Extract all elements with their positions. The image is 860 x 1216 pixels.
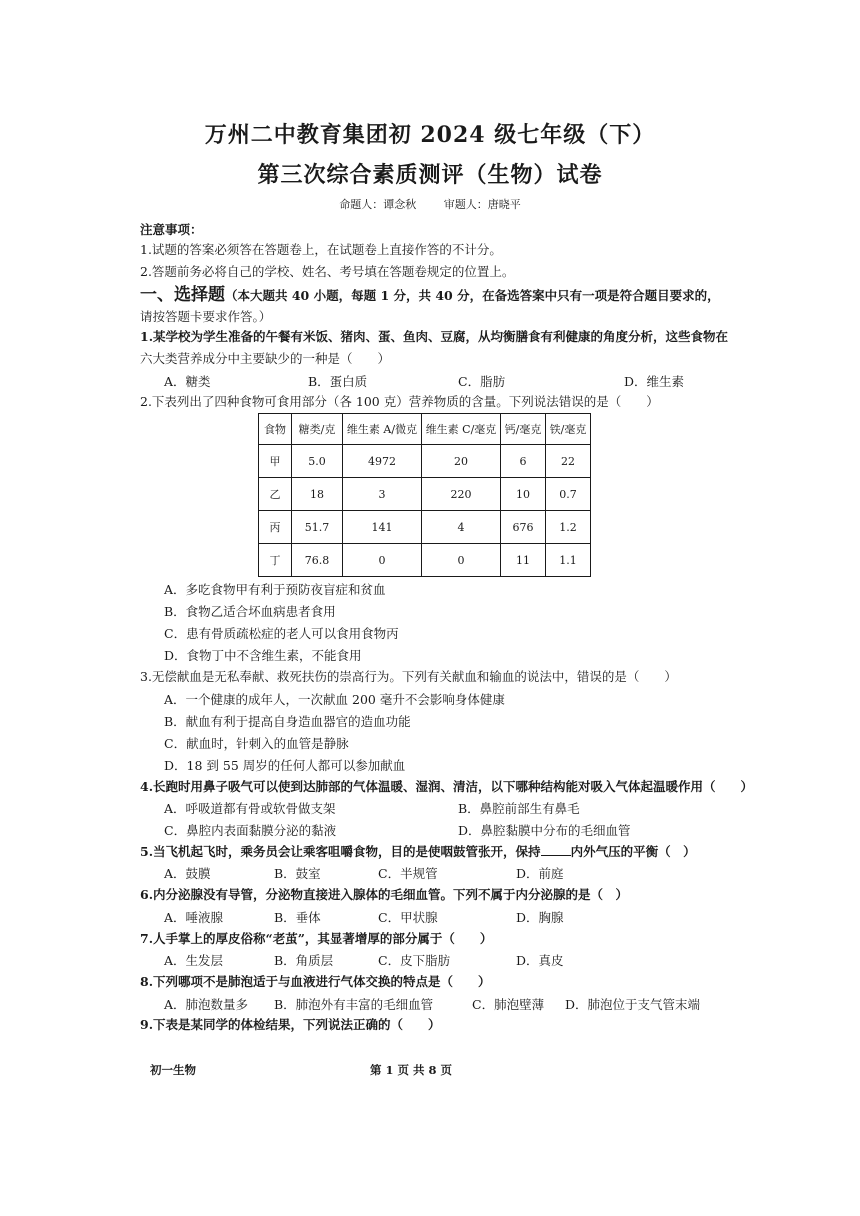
q6-option-d: D．胸腺 — [516, 910, 564, 925]
footer-page-number: 第 1 页 共 8 页 — [370, 1063, 453, 1077]
table-header-cell: 铁/毫克 — [546, 414, 591, 445]
q5-stem — [140, 842, 696, 860]
table-cell: 4 — [422, 511, 501, 544]
table-cell: 220 — [422, 478, 501, 511]
q7-option-d: D．真皮 — [516, 953, 564, 968]
table-cell: 18 — [292, 478, 343, 511]
table-cell: 3 — [343, 478, 422, 511]
table-cell: 10 — [501, 478, 546, 511]
q5-option-b: B．鼓室 — [274, 866, 321, 881]
table-header-row — [259, 414, 591, 445]
q4-option-c: C．鼻腔内表面黏膜分泌的黏液 — [164, 823, 337, 838]
author: 命题人：谭念秋 — [339, 198, 417, 211]
section1-desc-line2: 请按答题卡要求作答。） — [140, 309, 272, 324]
q7-stem: 7.人手掌上的厚皮俗称“老茧”，其显著增厚的部分属于（ ） — [140, 931, 493, 946]
q7-option-b: B．角质层 — [274, 953, 334, 968]
q5-stem-before: 5.当飞机起飞时，乘务员会让乘客咀嚼食物，目的是使咽鼓管张开，保持 — [140, 844, 541, 859]
q2-stem: 2.下表列出了四种食物可食用部分（各 100 克）营养物质的含量。下列说法错误的是（ ） — [140, 394, 659, 409]
q5-stem-after: 内外气压的平衡（ ） — [570, 844, 696, 859]
table-cell: 5.0 — [292, 445, 343, 478]
footer-subject: 初一生物 — [150, 1063, 196, 1077]
q6-option-a: A．唾液腺 — [164, 910, 224, 925]
q6-option-c: C．甲状腺 — [378, 910, 438, 925]
q1-stem-line1: 1.某学校为学生准备的午餐有米饭、猪肉、蛋、鱼肉、豆腐，从均衡膳食有利健康的角度分析，这些食物在 — [140, 329, 729, 344]
table-cell: 4972 — [343, 445, 422, 478]
section1-header — [140, 280, 720, 305]
table-row — [259, 511, 591, 544]
q7-option-c: C．皮下脂肪 — [378, 953, 451, 968]
table-header-cell: 维生素 C/毫克 — [422, 414, 501, 445]
table-cell: 0 — [343, 544, 422, 577]
q2-option-c: C．患有骨质疏松症的老人可以食用食物丙 — [164, 626, 399, 641]
q1-option-c: C．脂肪 — [458, 374, 506, 389]
table-cell: 20 — [422, 445, 501, 478]
q3-option-b: B．献血有利于提高自身造血器官的造血功能 — [164, 714, 411, 729]
q6-stem: 6.内分泌腺没有导管，分泌物直接进入腺体的毛细血管。下列不属于内分泌腺的是（ ） — [140, 887, 629, 902]
q1-option-b: B．蛋白质 — [308, 374, 368, 389]
q8-option-b: B．肺泡外有丰富的毛细血管 — [274, 997, 434, 1012]
q5-option-c: C．半规管 — [378, 866, 438, 881]
exam-title-line2: 第三次综合素质测评（生物）试卷 — [257, 162, 603, 188]
q1-stem-line2: 六大类营养成分中主要缺少的一种是（ ） — [140, 351, 391, 366]
q4-option-b: B．鼻腔前部生有鼻毛 — [458, 801, 580, 816]
q8-stem: 8.下列哪项不是肺泡适于与血液进行气体交换的特点是（ ） — [140, 974, 491, 989]
table-header-cell: 糖类/克 — [292, 414, 343, 445]
table-cell: 0 — [422, 544, 501, 577]
section1-heading: 一、选择题 — [140, 285, 225, 305]
q1-option-d: D．维生素 — [624, 374, 685, 389]
section1-desc-line1: （本大题共 40 小题，每题 1 分，共 40 分，在备选答案中只有一项是符合题目要求的， — [225, 288, 720, 303]
table-cell: 676 — [501, 511, 546, 544]
q8-option-d: D．肺泡位于支气管末端 — [565, 997, 701, 1012]
q7-option-a: A．生发层 — [164, 953, 224, 968]
q4-stem: 4.长跑时用鼻子吸气可以使到达肺部的气体温暖、湿润、清洁，以下哪种结构能对吸入气体起温暖作用（ ） — [140, 779, 754, 794]
table-row — [259, 544, 591, 577]
table-row — [259, 445, 591, 478]
note-item-2: 2.答题前务必将自己的学校、姓名、考号填在答题卷规定的位置上。 — [140, 264, 515, 279]
table-header-cell: 维生素 A/微克 — [343, 414, 422, 445]
table-row — [259, 478, 591, 511]
q8-option-c: C．肺泡壁薄 — [472, 997, 545, 1012]
q1-option-a: A．糖类 — [164, 374, 211, 389]
q2-option-d: D．食物丁中不含维生素，不能食用 — [164, 648, 362, 663]
table-cell: 甲 — [259, 445, 292, 478]
q3-option-d: D．18 到 55 周岁的任何人都可以参加献血 — [164, 758, 406, 773]
table-cell: 22 — [546, 445, 591, 478]
table-cell: 1.2 — [546, 511, 591, 544]
q4-option-d: D．鼻腔黏膜中分布的毛细血管 — [458, 823, 631, 838]
q3-option-c: C．献血时，针刺入的血管是静脉 — [164, 736, 349, 751]
q3-stem: 3.无偿献血是无私奉献、救死扶伤的崇高行为。下列有关献血和输血的说法中，错误的是（ ） — [140, 669, 677, 684]
q4-option-a: A．呼吸道都有骨或软骨做支架 — [164, 801, 336, 816]
table-cell: 11 — [501, 544, 546, 577]
q5-option-a: A．鼓膜 — [164, 866, 211, 881]
nutrition-table — [258, 413, 591, 577]
reviewer: 审题人：唐晓平 — [443, 198, 521, 211]
note-item-1: 1.试题的答案必须答在答题卷上，在试题卷上直接作答的不计分。 — [140, 242, 502, 257]
answer-blank — [541, 843, 571, 856]
notes-heading: 注意事项： — [140, 222, 203, 237]
q5-option-d: D．前庭 — [516, 866, 564, 881]
q9-stem: 9.下表是某同学的体检结果，下列说法正确的（ ） — [140, 1017, 441, 1032]
table-cell: 丙 — [259, 511, 292, 544]
table-cell: 乙 — [259, 478, 292, 511]
table-cell: 51.7 — [292, 511, 343, 544]
q3-option-a: A．一个健康的成年人，一次献血 200 毫升不会影响身体健康 — [164, 692, 505, 707]
table-cell: 0.7 — [546, 478, 591, 511]
table-header-cell: 食物 — [259, 414, 292, 445]
author-line — [0, 196, 860, 212]
exam-title-line1: 万州二中教育集团初 2024 级七年级（下） — [204, 122, 656, 148]
table-cell: 76.8 — [292, 544, 343, 577]
q2-option-a: A．多吃食物甲有利于预防夜盲症和贫血 — [164, 582, 386, 597]
q6-option-b: B．垂体 — [274, 910, 321, 925]
q8-option-a: A．肺泡数量多 — [164, 997, 249, 1012]
q2-option-b: B．食物乙适合坏血病患者食用 — [164, 604, 336, 619]
table-header-cell: 钙/毫克 — [501, 414, 546, 445]
table-cell: 1.1 — [546, 544, 591, 577]
table-cell: 6 — [501, 445, 546, 478]
table-cell: 141 — [343, 511, 422, 544]
table-cell: 丁 — [259, 544, 292, 577]
